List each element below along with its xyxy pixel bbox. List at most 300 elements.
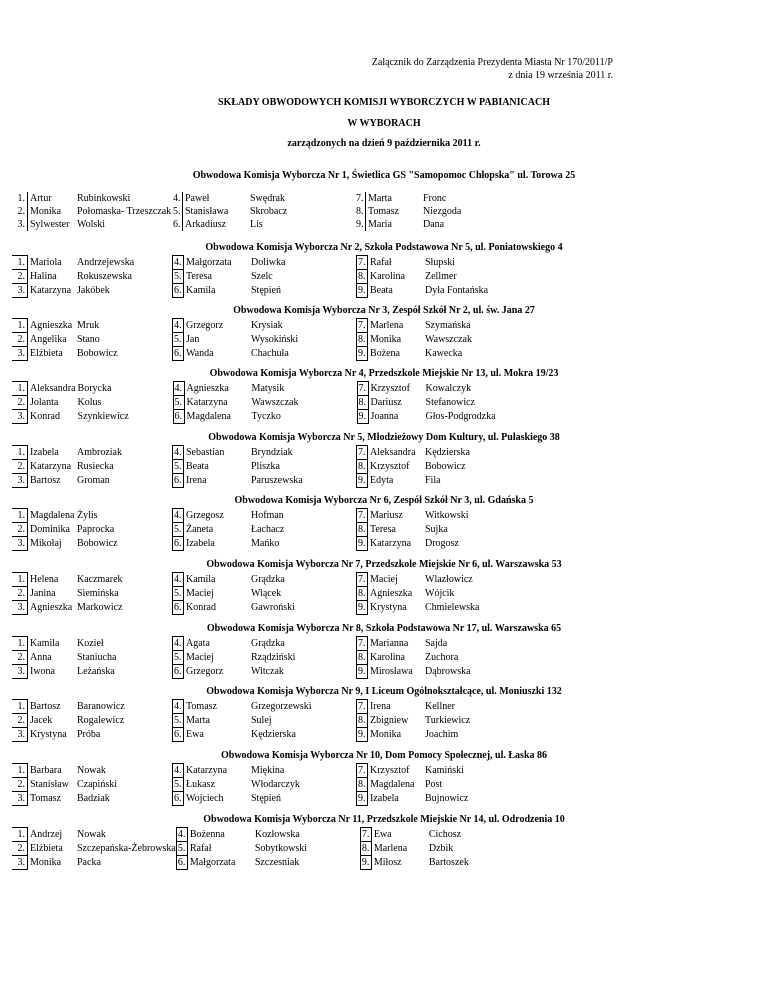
member-last-name: Gawroński — [251, 602, 295, 613]
member-first-name: Jan — [186, 334, 200, 345]
member-number: 2. — [12, 270, 28, 284]
member-number: 4. — [174, 383, 183, 394]
commission-members-table — [12, 699, 516, 742]
member-number: 7. — [358, 383, 367, 394]
member-last-name: Włodarczyk — [251, 779, 300, 790]
member-number: 7. — [356, 193, 364, 204]
commission-title: Obwodowa Komisja Wyborcza Nr 9, I Liceum Ogólnokształcące, ul. Moniuszki 132 — [206, 686, 562, 697]
member-last-name: Głos-Podgrodzka — [425, 411, 496, 422]
member-last-name: Nowak — [77, 765, 106, 776]
annex-note — [372, 56, 613, 82]
member-number: 9. — [356, 219, 364, 230]
member-last-name: Wlazłowicz — [425, 574, 473, 585]
commission-members-table — [12, 445, 516, 488]
member-row — [12, 842, 519, 856]
member-last-name: Fronc — [423, 193, 447, 204]
member-number: 8. — [358, 397, 367, 408]
member-first-name: Arkadiusz — [185, 219, 227, 230]
commission-title: Obwodowa Komisja Wyborcza Nr 2, Szkoła Podstawowa Nr 5, ul. Poniatowskiego 4 — [205, 242, 563, 253]
member-last-name: Paprocka — [77, 524, 115, 535]
member-row — [12, 573, 515, 587]
member-first-name: Katarzyna — [186, 765, 228, 776]
member-last-name: Sajda — [425, 638, 448, 649]
member-last-name: Siemińska — [77, 588, 119, 599]
document-title: SKŁADY OBWODOWYCH KOMISJI WYBORCZYCH W PABIANICACH — [218, 97, 550, 108]
member-last-name: Lis — [250, 219, 263, 230]
member-number: 4. — [174, 320, 182, 331]
member-first-name: Angelika — [30, 334, 67, 345]
member-first-name: Monika — [30, 857, 62, 868]
member-number: 8. — [361, 843, 370, 854]
member-last-name: Szynkiewicz — [77, 411, 129, 422]
member-number: 9. — [361, 857, 370, 868]
member-number: 7. — [358, 638, 366, 649]
member-first-name: Monika — [30, 206, 62, 217]
member-first-name: Magdalena — [370, 779, 415, 790]
member-number: 5. — [174, 334, 182, 345]
member-first-name: Mariola — [30, 257, 62, 268]
member-last-name: Słupski — [425, 257, 456, 268]
member-row — [12, 537, 515, 551]
member-last-name: Mańko — [251, 538, 280, 549]
member-row — [12, 764, 515, 778]
annex-line-2: z dnia 19 września 2011 r. — [508, 70, 613, 81]
member-first-name: Małgorzata — [186, 257, 232, 268]
member-first-name: Marlena — [370, 320, 404, 331]
member-number: 6. — [174, 538, 182, 549]
member-number: 2. — [12, 523, 28, 537]
member-number: 2. — [12, 460, 28, 474]
member-last-name: Bobowicz — [77, 348, 118, 359]
member-number: 5. — [174, 461, 182, 472]
member-row — [12, 856, 519, 870]
member-first-name: Marta — [368, 193, 392, 204]
member-first-name: Dominika — [30, 524, 70, 535]
member-first-name: Paweł — [185, 193, 210, 204]
member-row — [12, 587, 515, 601]
member-number: 6. — [174, 793, 182, 804]
member-first-name: Kamila — [186, 285, 216, 296]
member-last-name: Niezgoda — [423, 206, 462, 217]
member-first-name: Krzysztof — [370, 383, 410, 394]
commission-members-table — [12, 255, 516, 298]
member-last-name: Sobytkowski — [254, 843, 308, 854]
member-number: 5. — [174, 652, 182, 663]
commission-members-table — [12, 192, 514, 231]
member-number: 4. — [174, 638, 182, 649]
member-last-name: Czapiński — [77, 779, 117, 790]
member-number: 8. — [358, 461, 366, 472]
commission-members-table — [12, 381, 516, 424]
member-number: 5. — [173, 206, 181, 217]
member-first-name: Konrad — [30, 411, 60, 422]
member-number: 1. — [12, 509, 28, 523]
member-number: 2. — [12, 651, 28, 665]
member-first-name: Żaneta — [186, 524, 214, 535]
member-number: 6. — [174, 475, 182, 486]
member-first-name: Beata — [186, 461, 209, 472]
member-last-name: Krysiak — [251, 320, 283, 331]
member-first-name: Bartosz — [30, 475, 61, 486]
member-last-name: Witczak — [251, 666, 284, 677]
member-first-name: Agnieszka — [370, 588, 413, 599]
member-last-name: Dana — [423, 219, 445, 230]
member-last-name: Staniucha — [77, 652, 117, 663]
member-last-name: Nowak — [77, 829, 106, 840]
member-row — [12, 446, 515, 460]
member-last-name: Stępień — [251, 793, 281, 804]
commission-members-table — [12, 318, 516, 361]
member-last-name: Kędzierska — [251, 729, 296, 740]
member-number: 6. — [173, 219, 181, 230]
member-first-name: Ewa — [373, 829, 392, 840]
member-first-name: Marlena — [373, 843, 408, 854]
member-first-name: Krystyna — [30, 729, 67, 740]
member-first-name: Beata — [370, 285, 393, 296]
member-first-name: Rafał — [370, 257, 392, 268]
member-last-name: Bartoszek — [428, 857, 469, 868]
member-first-name: Stanisław — [30, 779, 69, 790]
member-first-name: Ewa — [186, 729, 204, 740]
member-number: 2. — [12, 333, 28, 347]
member-first-name: Bożena — [370, 348, 400, 359]
member-first-name: Tomasz — [30, 793, 61, 804]
member-number: 3. — [12, 792, 28, 806]
member-number: 9. — [358, 793, 366, 804]
member-number: 5. — [174, 397, 183, 408]
member-last-name: Szelc — [251, 271, 273, 282]
member-first-name: Maria — [368, 219, 392, 230]
commission-title: Obwodowa Komisja Wyborcza Nr 8, Szkoła Podstawowa Nr 17, ul. Warszawska 65 — [206, 623, 562, 634]
member-number: 3. — [12, 347, 28, 361]
member-number: 8. — [358, 715, 366, 726]
member-number: 3. — [12, 665, 28, 679]
member-number: 4. — [174, 765, 182, 776]
member-number: 2. — [12, 842, 28, 856]
member-row — [12, 728, 515, 742]
member-last-name: Pliszka — [251, 461, 280, 472]
member-first-name: Izabela — [370, 793, 399, 804]
member-row — [12, 778, 515, 792]
member-number: 8. — [358, 779, 366, 790]
member-number: 4. — [174, 574, 182, 585]
member-number: 8. — [358, 524, 366, 535]
annex-line-1: Załącznik do Zarządzenia Prezydenta Miasta Nr 170/2011/P — [371, 57, 613, 68]
member-number: 9. — [358, 729, 366, 740]
member-first-name: Andrzej — [30, 829, 63, 840]
member-first-name: Agnieszka — [30, 320, 73, 331]
member-first-name: Mariusz — [370, 510, 403, 521]
member-first-name: Grzegosz — [186, 510, 224, 521]
member-last-name: Bryndziak — [251, 447, 293, 458]
member-number: 5. — [174, 779, 182, 790]
member-first-name: Agnieszka — [186, 383, 229, 394]
member-number: 7. — [358, 257, 366, 268]
member-last-name: Wawszczak — [251, 397, 299, 408]
member-last-name: Groman — [77, 475, 110, 486]
member-number: 7. — [358, 447, 366, 458]
member-number: 1. — [12, 256, 28, 270]
member-last-name: Mruk — [77, 320, 100, 331]
member-first-name: Mikołaj — [30, 538, 62, 549]
member-row — [12, 665, 515, 679]
member-first-name: Edyta — [370, 475, 394, 486]
member-number: 7. — [358, 510, 366, 521]
member-last-name: Leżańska — [77, 666, 115, 677]
member-number: 4. — [173, 193, 181, 204]
member-number: 8. — [358, 588, 366, 599]
member-number: 1. — [12, 637, 28, 651]
member-first-name: Tomasz — [186, 701, 217, 712]
member-row — [12, 347, 515, 361]
member-number: 9. — [358, 475, 366, 486]
member-last-name: Bujnowicz — [425, 793, 469, 804]
member-first-name: Konrad — [186, 602, 216, 613]
member-number: 2. — [12, 778, 28, 792]
member-number: 6. — [174, 348, 182, 359]
member-first-name: Teresa — [186, 271, 212, 282]
member-first-name: Izabela — [186, 538, 215, 549]
member-first-name: Elżbieta — [30, 348, 63, 359]
member-last-name: Szymańska — [425, 320, 471, 331]
commission-members-table — [12, 827, 519, 870]
member-first-name: Katarzyna — [30, 461, 72, 472]
member-first-name: Grzegorz — [186, 320, 224, 331]
member-number: 5. — [174, 524, 182, 535]
member-number: 6. — [174, 602, 182, 613]
member-number: 7. — [358, 320, 366, 331]
member-first-name: Helena — [30, 574, 59, 585]
member-last-name: Grądzka — [251, 574, 285, 585]
member-number: 2. — [12, 714, 28, 728]
member-first-name: Anna — [30, 652, 52, 663]
member-number: 2. — [12, 587, 28, 601]
member-number: 5. — [174, 588, 182, 599]
member-last-name: Miękina — [251, 765, 285, 776]
document-subtitle: W WYBORACH — [347, 118, 421, 129]
member-last-name: Rusiecka — [77, 461, 114, 472]
member-number: 9. — [358, 538, 366, 549]
member-last-name: Dyła Fontańska — [425, 285, 489, 296]
member-row — [12, 651, 515, 665]
member-row — [12, 792, 515, 806]
member-row — [12, 410, 516, 424]
member-number: 4. — [177, 829, 186, 840]
member-first-name: Katarzyna — [370, 538, 412, 549]
member-first-name: Katarzyna — [186, 397, 228, 408]
member-number: 2. — [12, 205, 28, 218]
member-number: 4. — [174, 447, 182, 458]
member-first-name: Dariusz — [370, 397, 402, 408]
member-last-name: Chachuła — [251, 348, 289, 359]
member-number: 9. — [358, 285, 366, 296]
member-first-name: Elżbieta — [30, 843, 63, 854]
member-first-name: Kamila — [30, 638, 60, 649]
member-number: 5. — [174, 271, 182, 282]
member-first-name: Rafał — [189, 843, 212, 854]
member-first-name: Grzegorz — [186, 666, 224, 677]
member-last-name: Tyczko — [251, 411, 281, 422]
member-last-name: Wolski — [77, 219, 106, 230]
member-number: 2. — [12, 396, 28, 410]
member-last-name: Kolus — [77, 397, 102, 408]
member-first-name: Janina — [30, 588, 56, 599]
member-row — [12, 523, 515, 537]
member-first-name: Sylwester — [30, 219, 70, 230]
commission-title: Obwodowa Komisja Wyborcza Nr 10, Dom Pomocy Społecznej, ul. Łaska 86 — [220, 750, 547, 761]
member-last-name: Szczepańska-Żebrowska — [77, 843, 176, 854]
member-last-name: Stefanowicz — [425, 397, 475, 408]
member-number: 6. — [174, 729, 182, 740]
member-last-name: Rokuszewska — [77, 271, 132, 282]
member-last-name: Kellner — [425, 701, 455, 712]
member-first-name: Monika — [370, 729, 402, 740]
member-number: 6. — [174, 411, 183, 422]
member-row — [12, 714, 515, 728]
member-last-name: Packa — [77, 857, 101, 868]
member-row — [12, 396, 516, 410]
document-date-line: zarządzonych na dzień 9 października 2011 r. — [287, 138, 481, 149]
member-first-name: Krzysztof — [370, 765, 410, 776]
member-last-name: Swędrak — [250, 193, 285, 204]
member-row — [12, 601, 515, 615]
member-first-name: Barbara — [30, 765, 62, 776]
commission-title: Obwodowa Komisja Wyborcza Nr 1, Świetlica GS "Samopomoc Chłopska" ul. Torowa 25 — [192, 170, 576, 181]
member-first-name: Kamila — [186, 574, 216, 585]
member-last-name: Stano — [77, 334, 100, 345]
member-first-name: Halina — [30, 271, 57, 282]
member-last-name: Żylis — [77, 510, 98, 521]
member-last-name: Zellmer — [425, 271, 457, 282]
member-number: 7. — [358, 574, 366, 585]
member-last-name: Doliwka — [251, 257, 286, 268]
member-last-name: Ambroziak — [77, 447, 122, 458]
member-first-name: Maciej — [370, 574, 398, 585]
member-number: 3. — [12, 537, 28, 551]
member-first-name: Krzysztof — [370, 461, 410, 472]
member-first-name: Krystyna — [370, 602, 407, 613]
member-first-name: Magdalena — [30, 510, 75, 521]
member-row — [12, 256, 515, 270]
member-last-name: Bobowicz — [77, 538, 118, 549]
member-last-name: Wiącek — [251, 588, 282, 599]
member-first-name: Mirosława — [370, 666, 413, 677]
member-last-name: Kozłowska — [254, 829, 300, 840]
member-number: 5. — [174, 715, 182, 726]
member-last-name: Hofman — [251, 510, 284, 521]
member-number: 1. — [12, 700, 28, 714]
member-number: 4. — [174, 701, 182, 712]
member-number: 1. — [12, 192, 28, 205]
member-number: 3. — [12, 218, 28, 231]
member-number: 9. — [358, 666, 366, 677]
member-last-name: Grądzka — [251, 638, 285, 649]
member-row — [12, 382, 516, 396]
commission-members-table — [12, 763, 516, 806]
member-first-name: Marta — [186, 715, 210, 726]
member-number: 8. — [358, 271, 366, 282]
member-first-name: Magdalena — [186, 411, 231, 422]
commission-title: Obwodowa Komisja Wyborcza Nr 4, Przedszkole Miejskie Nr 13, ul. Mokra 19/23 — [209, 368, 559, 379]
member-number: 1. — [12, 828, 28, 842]
member-last-name: Zuchora — [425, 652, 459, 663]
member-first-name: Aleksandra — [370, 447, 416, 458]
member-first-name: Maciej — [186, 588, 214, 599]
member-number: 3. — [12, 728, 28, 742]
member-last-name: Wysokiński — [251, 334, 299, 345]
commission-title: Obwodowa Komisja Wyborcza Nr 3, Zespół Szkół Nr 2, ul. św. Jana 27 — [233, 305, 535, 316]
member-number: 1. — [12, 446, 28, 460]
member-last-name: Skrobacz — [250, 206, 288, 217]
member-last-name: Jakóbek — [77, 285, 110, 296]
member-last-name: Chmielewska — [425, 602, 480, 613]
commission-title: Obwodowa Komisja Wyborcza Nr 5, Młodzieżowy Dom Kultury, ul. Pułaskiego 38 — [208, 432, 560, 443]
member-first-name: Katarzyna — [30, 285, 72, 296]
commission-title: Obwodowa Komisja Wyborcza Nr 6, Zespół Szkół Nr 3, ul. Gdańska 5 — [234, 495, 534, 506]
member-first-name: Irena — [370, 701, 391, 712]
member-first-name: Agata — [186, 638, 210, 649]
member-last-name: Stępień — [251, 285, 281, 296]
member-last-name: Paruszewska — [251, 475, 303, 486]
member-last-name: Turkiewicz — [425, 715, 471, 726]
member-last-name: Wójcik — [425, 588, 455, 599]
member-last-name: Post — [425, 779, 443, 790]
member-last-name: Rogalewicz — [77, 715, 125, 726]
commission-members-table — [12, 572, 516, 615]
member-number: 3. — [12, 856, 28, 870]
member-number: 8. — [358, 334, 366, 345]
member-number: 1. — [12, 319, 28, 333]
member-number: 3. — [12, 284, 28, 298]
member-number: 6. — [174, 666, 182, 677]
member-first-name: Stanisława — [185, 206, 229, 217]
member-first-name: Bożenna — [189, 829, 225, 840]
member-first-name: Agnieszka — [30, 602, 73, 613]
member-last-name: Kowalczyk — [425, 383, 472, 394]
member-last-name: Szczesniak — [254, 857, 300, 868]
member-first-name: Izabela — [30, 447, 59, 458]
member-last-name: Kawecka — [425, 348, 463, 359]
member-number: 3. — [12, 601, 28, 615]
member-number: 9. — [358, 348, 366, 359]
member-last-name: Kozieł — [77, 638, 104, 649]
member-number: 7. — [361, 829, 370, 840]
member-last-name: Kaczmarek — [77, 574, 123, 585]
member-last-name: Bobowicz — [425, 461, 466, 472]
member-first-name: Iwona — [30, 666, 55, 677]
member-last-name: Sujka — [425, 524, 448, 535]
member-first-name: Karolina — [370, 652, 405, 663]
member-last-name: Andrzejewska — [77, 257, 135, 268]
member-last-name: Witkowski — [425, 510, 469, 521]
member-last-name: Matysik — [251, 383, 285, 394]
member-number: 1. — [12, 764, 28, 778]
member-last-name: Badziak — [77, 793, 110, 804]
commission-title: Obwodowa Komisja Wyborcza Nr 11, Przedszkole Miejskie Nr 14, ul. Odrodzenia 10 — [203, 814, 565, 825]
member-last-name: Sulej — [251, 715, 272, 726]
member-first-name: Monika — [370, 334, 402, 345]
member-row — [12, 460, 515, 474]
member-row — [12, 319, 515, 333]
member-row — [12, 270, 515, 284]
member-number: 4. — [174, 510, 182, 521]
member-first-name: Zbigniew — [370, 715, 409, 726]
member-number: 1. — [12, 573, 28, 587]
member-first-name: Jacek — [30, 715, 53, 726]
member-last-name: Kamiński — [425, 765, 464, 776]
member-number: 7. — [358, 765, 366, 776]
member-last-name: Fila — [425, 475, 441, 486]
